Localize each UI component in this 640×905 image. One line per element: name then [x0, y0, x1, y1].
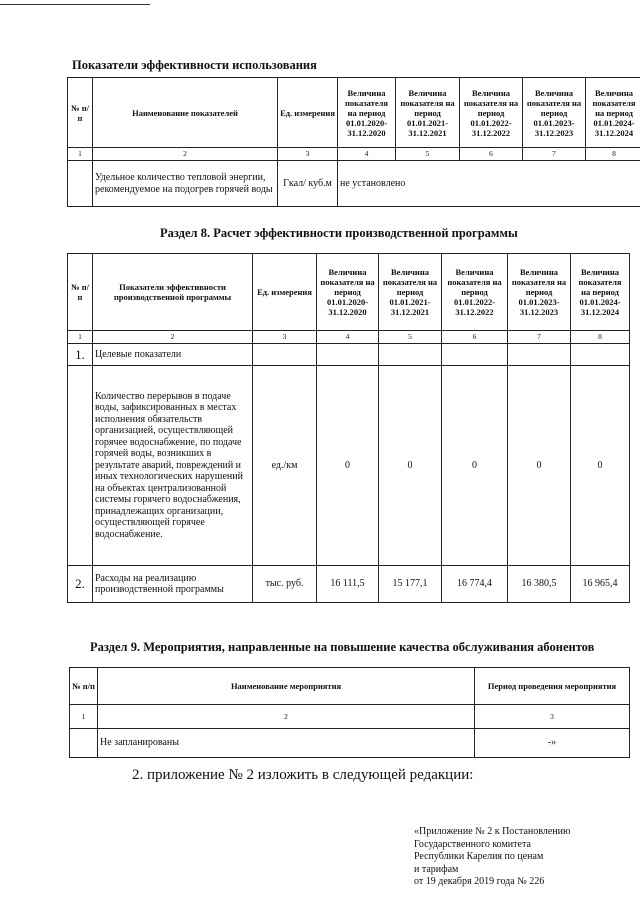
row-unit — [253, 344, 317, 366]
header-period-2022: Величина показателя на период 01.01.2022- 31.12.2022 — [460, 78, 523, 148]
row-name: Количество перерывов в подаче воды, зафиксированных в местах исполнения обязательств организацией, осуществляющей горячее водоснабжение, по подаче горячей воды, возникших в результате аварий, повреждений и иных технологических нарушений на объектах централизованной системы горячего водоснабжения, принадлежащих организации, осуществляющей горячее водоснабжение. — [93, 366, 253, 566]
section8-title: Раздел 8. Расчет эффективности производственной программы — [160, 226, 518, 240]
header-period-2021: Величина показателя на период 01.01.2021- 31.12.2021 — [379, 254, 442, 331]
col-number: 1 — [68, 331, 93, 344]
col-number: 8 — [571, 331, 630, 344]
row-num — [68, 161, 93, 207]
header-period-2020: Величина показателя на период 01.01.2020- 31.12.2020 — [338, 78, 396, 148]
section8-number-row — [68, 331, 630, 344]
col-number: 3 — [253, 331, 317, 344]
row-num: 1. — [68, 344, 93, 366]
col-number: 6 — [460, 148, 523, 161]
row-unit: тыс. руб. — [253, 566, 317, 603]
col-number: 4 — [317, 331, 379, 344]
col-number: 6 — [442, 331, 508, 344]
header-unit: Ед. измерения — [253, 254, 317, 331]
col-number: 8 — [586, 148, 640, 161]
row-value-2024: 16 965,4 — [571, 566, 630, 603]
table-row — [68, 566, 630, 603]
col-number: 7 — [523, 148, 586, 161]
header-name: Наименование показателей — [93, 78, 278, 148]
table-row — [70, 729, 630, 758]
col-number: 7 — [508, 331, 571, 344]
row-period: -» — [475, 729, 630, 758]
row-name: Целевые показатели — [93, 344, 253, 366]
header-period-2024: Величина показателя на период 01.01.2024- 31.12.2024 — [586, 78, 640, 148]
header-measure: Наименование мероприятия — [98, 668, 475, 705]
col-number: 3 — [475, 705, 630, 729]
appendix-line: Республики Карелия по ценам — [414, 851, 544, 862]
row-value-2021: 15 177,1 — [379, 566, 442, 603]
header-num: № п/п — [68, 78, 93, 148]
section-usage-title: Показатели эффективности использования — [72, 58, 317, 72]
usage-table — [67, 77, 640, 207]
row-value-2020 — [317, 344, 379, 366]
header-name: Показатели эффективности производственной программы — [93, 254, 253, 331]
header-num: № п/п — [68, 254, 93, 331]
row-value-2022: 0 — [442, 366, 508, 566]
row-value-2022 — [442, 344, 508, 366]
section9-title: Раздел 9. Мероприятия, направленные на повышение качества обслуживания абонентов — [90, 640, 595, 654]
usage-number-row — [68, 148, 640, 161]
appendix-line: и тарифам — [414, 863, 459, 875]
table-row — [68, 366, 630, 566]
col-number: 2 — [98, 705, 475, 729]
row-value-2022: 16 774,4 — [442, 566, 508, 603]
row-num — [70, 729, 98, 758]
col-number: 2 — [93, 331, 253, 344]
col-number: 5 — [396, 148, 460, 161]
col-number: 1 — [68, 148, 93, 161]
section9-header-row — [70, 668, 630, 705]
row-num: 2. — [68, 566, 93, 603]
table-row — [68, 344, 630, 366]
header-period-2021: Величина показателя на период 01.01.2021- 31.12.2021 — [396, 78, 460, 148]
header-num: № п/п — [70, 668, 98, 705]
row-name: Удельное количество тепловой энергии, рекомендуемое на подогрев горячей воды — [93, 161, 278, 207]
row-value-2020: 0 — [317, 366, 379, 566]
row-value-2021: 0 — [379, 366, 442, 566]
header-period-2024: Величина показателя на период 01.01.2024- 31.12.2024 — [571, 254, 630, 331]
header-period-2020: Величина показателя на период 01.01.2020- 31.12.2020 — [317, 254, 379, 331]
row-unit: ед./км — [253, 366, 317, 566]
appendix-line: Государственного комитета — [414, 838, 531, 850]
usage-header-row — [68, 78, 640, 148]
row-value-2023: 0 — [508, 366, 571, 566]
header-period-2022: Величина показателя на период 01.01.2022- 31.12.2022 — [442, 254, 508, 331]
appendix-line: от 19 декабря 2019 года № 226 — [414, 876, 545, 887]
instruction-text: 2. приложение № 2 изложить в следующей редакции: — [132, 767, 474, 783]
section8-table — [67, 253, 630, 603]
row-value-2024: 0 — [571, 366, 630, 566]
row-value-2024 — [571, 344, 630, 366]
header-period-2023: Величина показателя на период 01.01.2023- 31.12.2023 — [508, 254, 571, 331]
col-number: 4 — [338, 148, 396, 161]
row-name: Не запланированы — [98, 729, 475, 758]
section8-header-row — [68, 254, 630, 331]
appendix-line: «Приложение № 2 к Постановлению — [414, 826, 571, 837]
appendix-block — [414, 826, 570, 889]
header-unit: Ед. измерения — [278, 78, 338, 148]
col-number: 3 — [278, 148, 338, 161]
col-number: 1 — [70, 705, 98, 729]
row-value-2023: 16 380,5 — [508, 566, 571, 603]
header-period-2023: Величина показателя на период 01.01.2023- 31.12.2023 — [523, 78, 586, 148]
row-value-2023 — [508, 344, 571, 366]
page-top-rule — [0, 4, 150, 5]
row-unit: Гкал/ куб.м — [278, 161, 338, 207]
header-period: Период проведения мероприятия — [475, 668, 630, 705]
row-name: Расходы на реализацию производственной программы — [93, 566, 253, 603]
row-value: не установлено — [338, 161, 640, 207]
section9-table — [69, 667, 630, 758]
row-value-2021 — [379, 344, 442, 366]
col-number: 2 — [93, 148, 278, 161]
section9-number-row — [70, 705, 630, 729]
row-value-2020: 16 111,5 — [317, 566, 379, 603]
table-row — [68, 161, 640, 207]
row-num — [68, 366, 93, 566]
col-number: 5 — [379, 331, 442, 344]
